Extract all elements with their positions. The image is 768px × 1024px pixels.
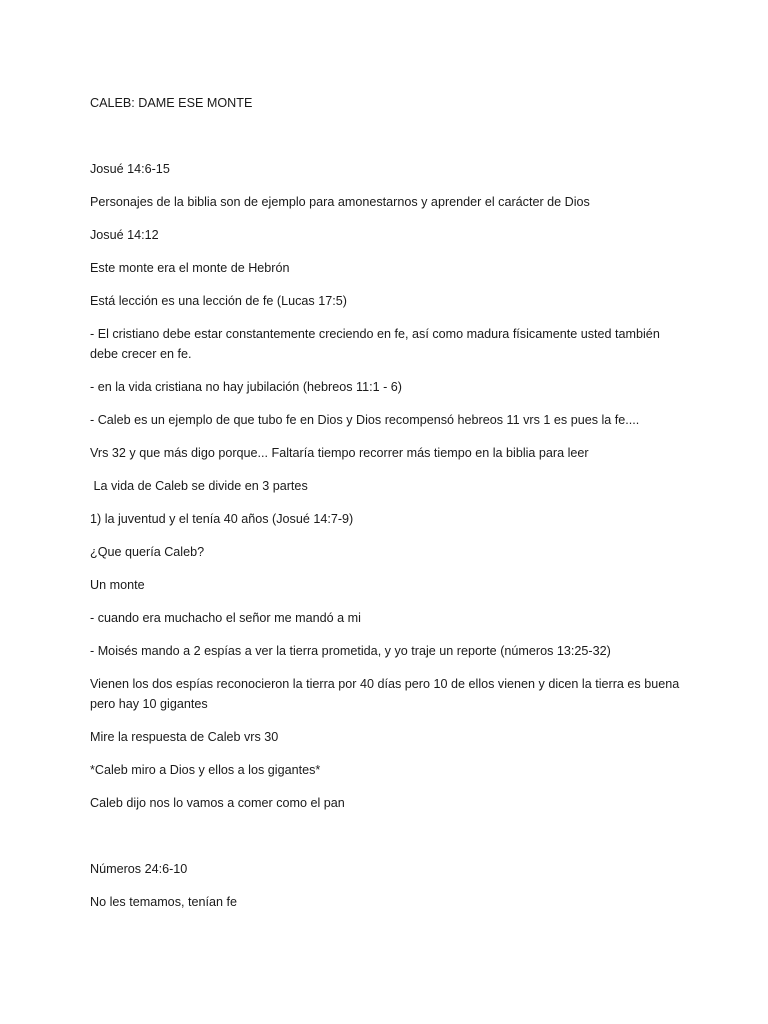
paragraph: Está lección es una lección de fe (Lucas 17:5)	[90, 294, 347, 308]
paragraph: La vida de Caleb se divide en 3 partes	[90, 479, 308, 493]
document-body	[90, 93, 690, 925]
paragraph: - El cristiano debe estar constantemente creciendo en fe, así como madura físicamente usted también debe crecer en fe.	[90, 327, 664, 361]
paragraph: - en la vida cristiana no hay jubilación (hebreos 11:1 - 6)	[90, 380, 402, 394]
paragraph: *Caleb miro a Dios y ellos a los gigantes*	[90, 763, 321, 777]
paragraph: Un monte	[90, 578, 145, 592]
paragraph: Vienen los dos espías reconocieron la tierra por 40 días pero 10 de ellos vienen y dicen la tierra es buena pero hay 10 gigantes	[90, 677, 683, 711]
paragraph: 1) la juventud y el tenía 40 años (Josué 14:7-9)	[90, 512, 354, 526]
paragraph: Mire la respuesta de Caleb vrs 30	[90, 730, 279, 744]
blank-line	[90, 826, 690, 846]
paragraph: Este monte era el monte de Hebrón	[90, 261, 290, 275]
paragraph: Números 24:6-10	[90, 862, 188, 876]
paragraph: Personajes de la biblia son de ejemplo para amonestarnos y aprender el carácter de Dios	[90, 195, 590, 209]
blank-line	[90, 126, 690, 146]
paragraph: Caleb dijo nos lo vamos a comer como el pan	[90, 796, 345, 810]
document-title: CALEB: DAME ESE MONTE	[90, 96, 253, 110]
paragraph: - Caleb es un ejemplo de que tubo fe en Dios y Dios recompensó hebreos 11 vrs 1 es pues la fe....	[90, 413, 640, 427]
paragraph: - cuando era muchacho el señor me mandó a mi	[90, 611, 361, 625]
paragraph: No les temamos, tenían fe	[90, 895, 237, 909]
paragraph: Vrs 32 y que más digo porque... Faltaría tiempo recorrer más tiempo en la biblia para leer	[90, 446, 589, 460]
paragraph: Josué 14:12	[90, 228, 159, 242]
paragraph: Josué 14:6-15	[90, 162, 170, 176]
paragraph: - Moisés mando a 2 espías a ver la tierra prometida, y yo traje un reporte (números 13:25-32)	[90, 644, 611, 658]
paragraph: ¿Que quería Caleb?	[90, 545, 205, 559]
